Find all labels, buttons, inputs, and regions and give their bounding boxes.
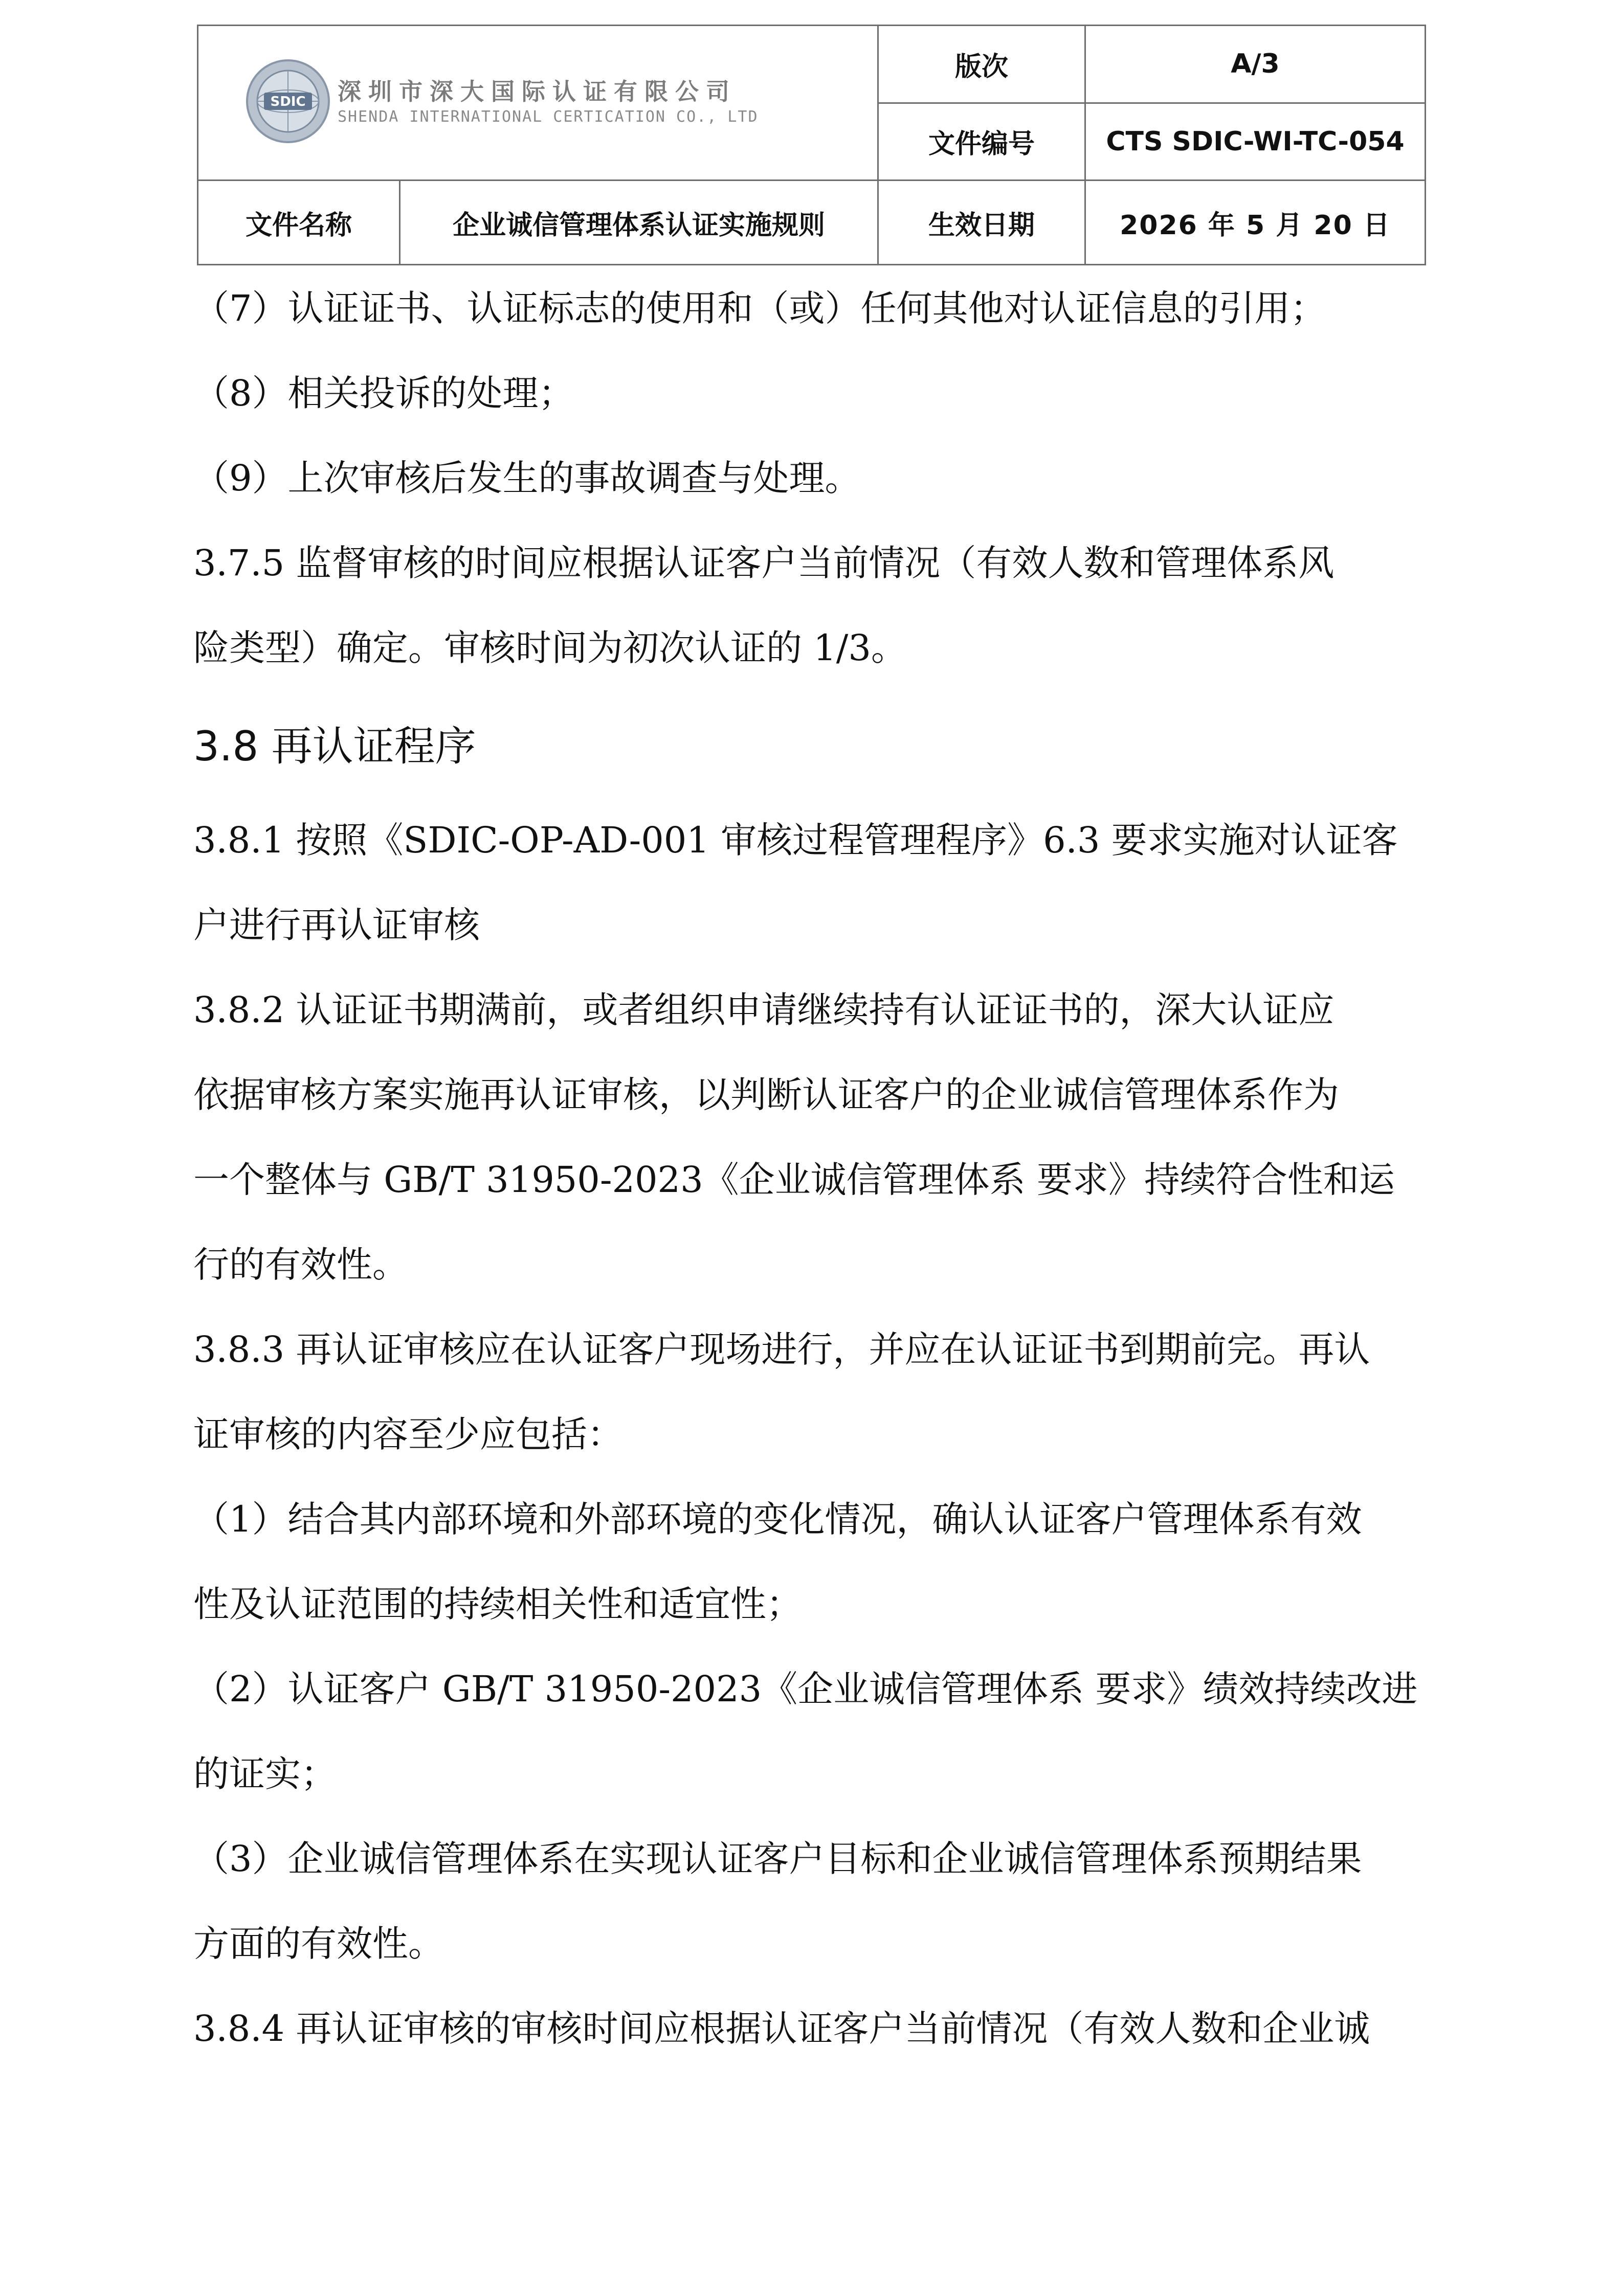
edition-label: 版次 bbox=[878, 26, 1085, 103]
sub-item-2 bbox=[193, 1647, 1436, 1816]
paragraph-line: 一个整体与 GB/T 31950-2023《企业诚信管理体系 要求》持续符合性和运 bbox=[193, 1159, 1395, 1201]
paragraph-line: 的证实； bbox=[193, 1753, 337, 1795]
section-heading-3-8: 3.8 再认证程序 bbox=[193, 723, 476, 770]
paragraph-line: （1）结合其内部环境和外部环境的变化情况，确认认证客户管理体系有效 bbox=[193, 1498, 1362, 1540]
list-item-9: （9）上次审核后发生的事故调查与处理。 bbox=[193, 457, 861, 499]
paragraph-3-8-2 bbox=[193, 967, 1436, 1307]
company-logo-icon bbox=[244, 58, 331, 145]
paragraph-line: 依据审核方案实施再认证审核，以判断认证客户的企业诚信管理体系作为 bbox=[193, 1074, 1339, 1116]
company-logo-block bbox=[198, 26, 878, 181]
paragraph-line: 户进行再认证审核 bbox=[193, 904, 480, 946]
effective-date-value: 2026 年 5 月 20 日 bbox=[1085, 181, 1426, 265]
document-name-value: 企业诚信管理体系认证实施规则 bbox=[400, 181, 878, 265]
paragraph-3-7-5 bbox=[193, 521, 1436, 690]
document-number-label: 文件编号 bbox=[878, 103, 1085, 181]
list-item-7: （7）认证证书、认证标志的使用和（或）任何其他对认证信息的引用； bbox=[193, 287, 1326, 329]
paragraph-line: 3.8.2 认证证书期满前，或者组织申请继续持有认证证书的，深大认证应 bbox=[193, 989, 1334, 1031]
document-body bbox=[193, 266, 1436, 2071]
paragraph-line: 性及认证范围的持续相关性和适宜性； bbox=[193, 1583, 802, 1625]
paragraph-line: 3.8.4 再认证审核的审核时间应根据认证客户当前情况（有效人数和企业诚 bbox=[193, 2008, 1370, 2050]
document-name-label: 文件名称 bbox=[198, 181, 400, 265]
paragraph-3-8-4 bbox=[193, 1986, 1436, 2071]
paragraph-line: 证审核的内容至少应包括： bbox=[193, 1413, 623, 1455]
paragraph-line: 3.8.3 再认证审核应在认证客户现场进行，并应在认证证书到期前完。再认 bbox=[193, 1329, 1370, 1370]
company-name-en: SHENDA INTERNATIONAL CERTICATION CO., LTD bbox=[338, 108, 759, 126]
paragraph-line: （2）认证客户 GB/T 31950-2023《企业诚信管理体系 要求》绩效持续改进 bbox=[193, 1668, 1418, 1710]
paragraph-line: 3.7.5 监督审核的时间应根据认证客户当前情况（有效人数和管理体系风 bbox=[193, 542, 1334, 584]
paragraph-3-8-1 bbox=[193, 798, 1436, 967]
effective-date-label: 生效日期 bbox=[878, 181, 1085, 265]
sub-item-1 bbox=[193, 1477, 1436, 1647]
company-name-cn: 深圳市深大国际认证有限公司 bbox=[338, 78, 737, 105]
document-header-table bbox=[197, 25, 1426, 265]
paragraph-line: 3.8.1 按照《SDIC-OP-AD-001 审核过程管理程序》6.3 要求实施对认证客 bbox=[193, 819, 1398, 861]
paragraph-line: 险类型）确定。审核时间为初次认证的 1/3。 bbox=[193, 627, 907, 669]
paragraph-3-8-3 bbox=[193, 1307, 1436, 1477]
paragraph-line: 方面的有效性。 bbox=[193, 1923, 444, 1965]
list-item-8: （8）相关投诉的处理； bbox=[193, 372, 574, 414]
paragraph-line: 行的有效性。 bbox=[193, 1244, 408, 1286]
edition-value: A/3 bbox=[1085, 26, 1426, 103]
paragraph-line: （3）企业诚信管理体系在实现认证客户目标和企业诚信管理体系预期结果 bbox=[193, 1838, 1362, 1880]
document-number-value: CTS SDIC-WI-TC-054 bbox=[1085, 103, 1426, 181]
logo-text: SDIC bbox=[270, 94, 306, 109]
sub-item-3 bbox=[193, 1816, 1436, 1986]
